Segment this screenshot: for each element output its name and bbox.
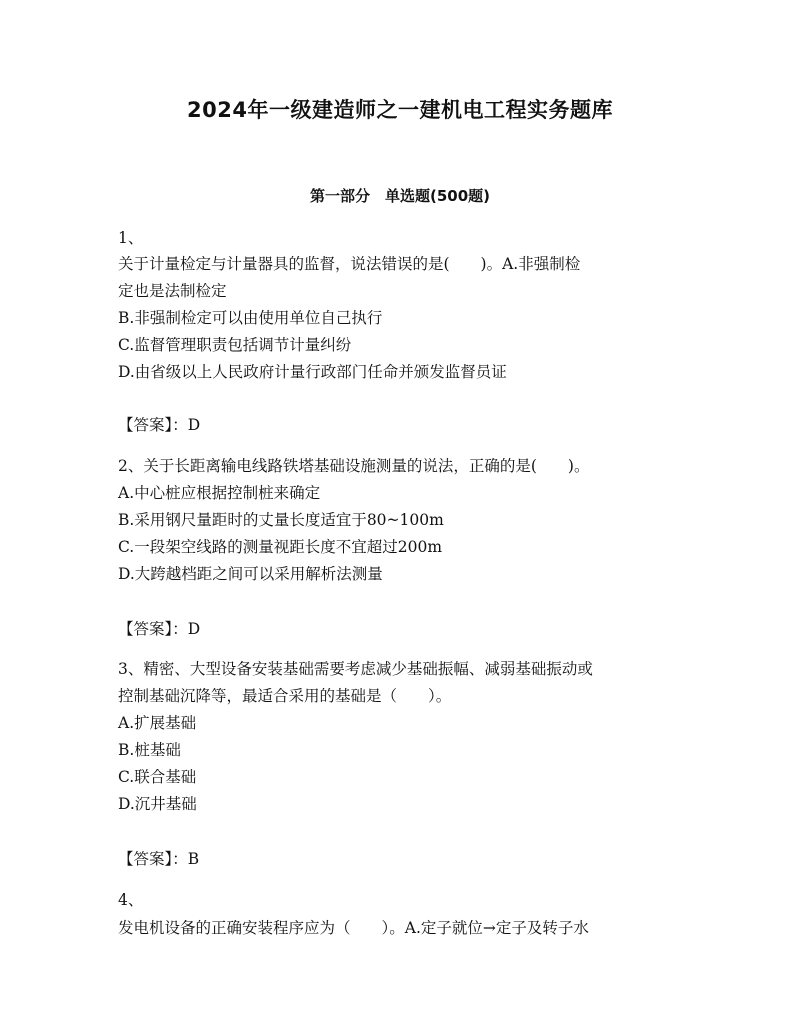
question-1-option-b: B.非强制检定可以由使用单位自己执行 <box>118 309 383 327</box>
question-3-stem-line-1: 3、精密、大型设备安装基础需要考虑减少基础振幅、减弱基础振动或 <box>118 660 593 678</box>
question-3-answer: 【答案】：B <box>118 850 200 868</box>
question-1-stem-line-1: 关于计量检定与计量器具的监督，说法错误的是( )。A.非强制检 <box>118 255 581 273</box>
question-3-option-c: C.联合基础 <box>118 768 197 786</box>
question-2-stem-line-1: 2、关于长距离输电线路铁塔基础设施测量的说法，正确的是( )。 <box>118 457 590 475</box>
question-1-stem-line-2: 定也是法制检定 <box>118 282 227 300</box>
document-title: 2024年一级建造师之一建机电工程实务题库 <box>187 98 613 122</box>
question-3-stem-line-2: 控制基础沉降等，最适合采用的基础是（ ）。 <box>118 687 452 705</box>
question-1-answer: 【答案】：D <box>118 416 201 434</box>
question-3-option-d: D.沉井基础 <box>118 795 197 813</box>
question-1-option-d: D.由省级以上人民政府计量行政部门任命并颁发监督员证 <box>118 363 507 381</box>
question-3-option-b: B.桩基础 <box>118 741 181 759</box>
question-2-option-b: B.采用钢尺量距时的丈量长度适宜于80~100m <box>118 511 444 529</box>
question-2-option-a: A.中心桩应根据控制桩来确定 <box>118 484 321 502</box>
question-4-stem-line-1: 发电机设备的正确安装程序应为（ ）。A.定子就位→定子及转子水 <box>118 919 589 937</box>
question-1-number: 1、 <box>118 229 144 247</box>
question-2-option-c: C.一段架空线路的测量视距长度不宜超过200m <box>118 538 443 556</box>
question-2-answer: 【答案】：D <box>118 620 201 638</box>
section-title: 第一部分 单选题(500题) <box>309 187 491 205</box>
question-3-option-a: A.扩展基础 <box>118 714 197 732</box>
question-2-option-d: D.大跨越档距之间可以采用解析法测量 <box>118 565 383 583</box>
question-1-option-c: C.监督管理职责包括调节计量纠纷 <box>118 336 352 354</box>
question-4-number: 4、 <box>118 891 144 909</box>
